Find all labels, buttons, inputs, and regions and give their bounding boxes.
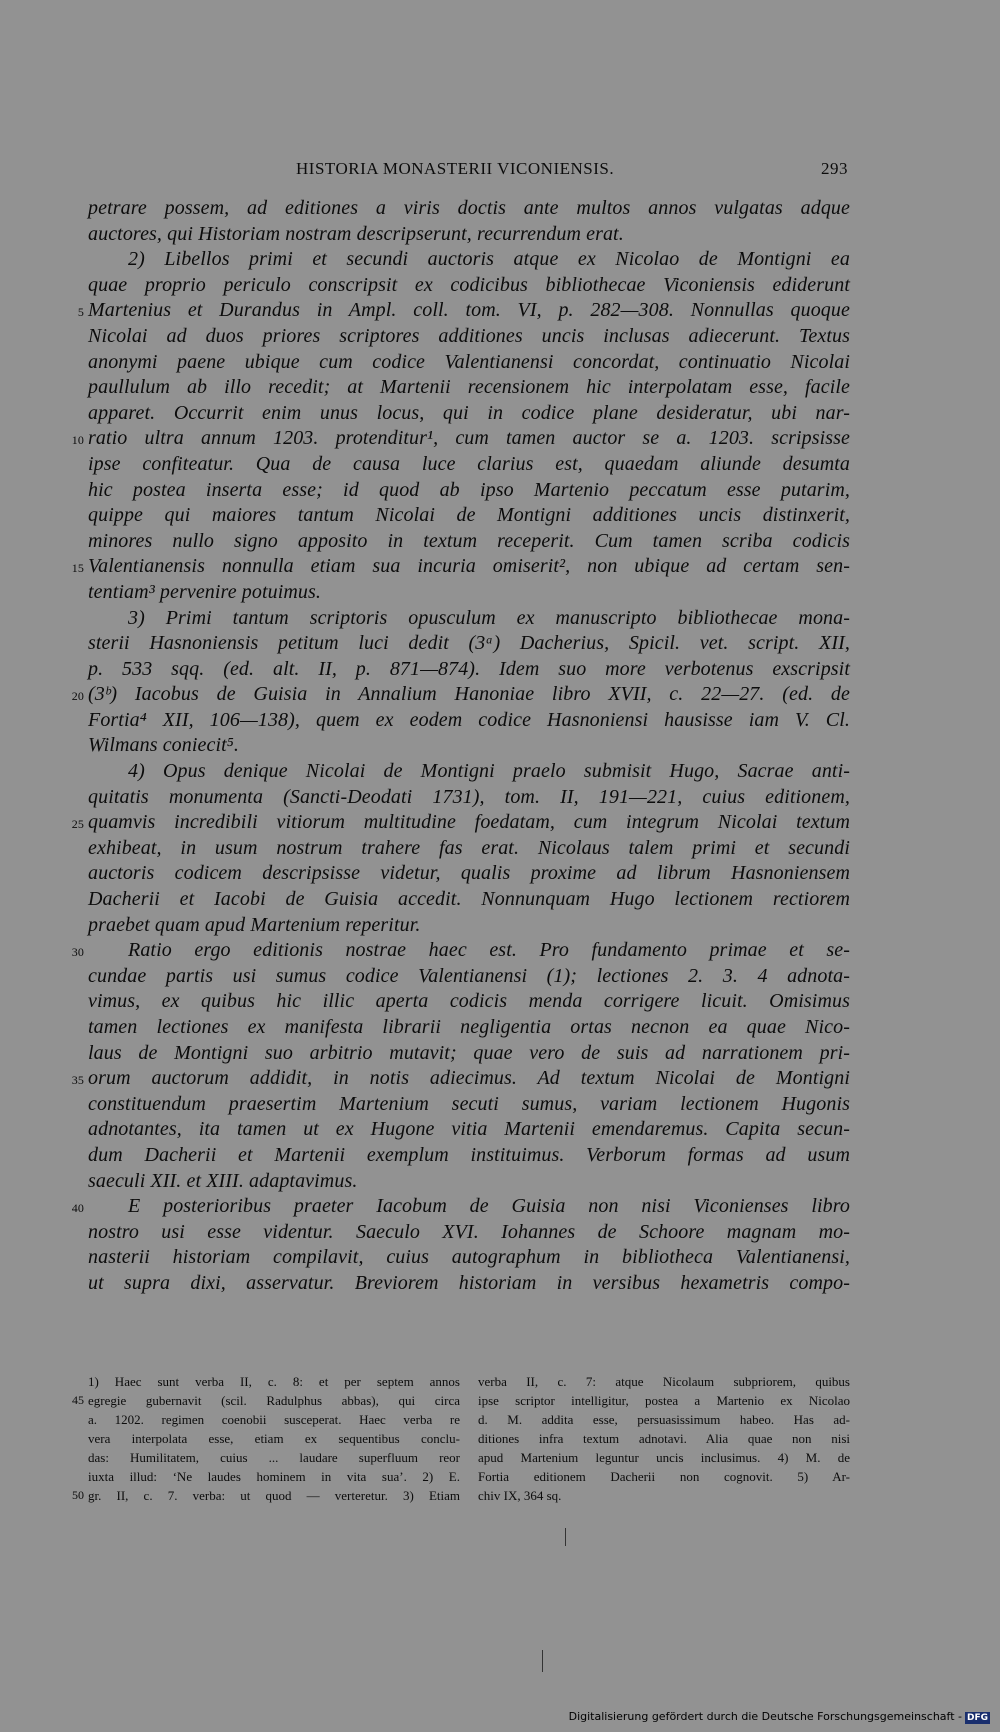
text-line xyxy=(88,606,850,632)
running-title: HISTORIA MONASTERII VICONIENSIS. xyxy=(296,159,615,178)
dfg-logo: DFG xyxy=(966,1713,988,1723)
line-text: praebet quam apud Martenium reperitur. xyxy=(88,913,421,936)
line-number: 10 xyxy=(71,433,84,448)
footnote-line xyxy=(478,1486,850,1505)
text-line xyxy=(88,887,850,913)
line-text: d. M. addita esse, persuasissimum habeo. Has ad- xyxy=(478,1412,850,1427)
line-text: 3) Primi tantum scriptoris opusculum ex manuscripto bibliothecae mona- xyxy=(128,606,850,629)
credit-text: Digitalisierung gefördert durch die Deutsche Forschungsgemeinschaft - xyxy=(568,1710,962,1723)
line-text: a. 1202. regimen coenobii susceperat. Haec verba re xyxy=(88,1412,460,1427)
line-text: minores nullo signo apposito in textum receperit. Cum tamen scriba codicis xyxy=(88,529,850,552)
line-text: exhibeat, in usum nostrum trahere fas erat. Nicolaus talem primi et secundi xyxy=(88,836,850,859)
line-text: saeculi XII. et XIII. adaptavimus. xyxy=(88,1169,358,1192)
line-text: das: Humilitatem, cuius ... laudare superfluum reor xyxy=(88,1450,460,1465)
footnote-line xyxy=(88,1429,460,1448)
line-text: iuxta illud: ‘Ne laudes hominem in vita sua’. 2) E. xyxy=(88,1469,460,1484)
line-text: auctores, qui Historiam nostram descripserunt, recurrendum erat. xyxy=(88,222,624,245)
text-line xyxy=(88,350,850,376)
text-line xyxy=(88,324,850,350)
line-text: quitatis monumenta (Sancti-Deodati 1731), tom. II, 191—221, cuius editionem, xyxy=(88,785,850,808)
line-number: 50 xyxy=(72,1488,84,1502)
line-text: 4) Opus denique Nicolai de Montigni praelo submisit Hugo, Sacrae anti- xyxy=(128,760,850,783)
line-text: ut supra dixi, asservatur. Breviorem historiam in versibus hexametris compo- xyxy=(88,1271,850,1294)
line-text: quippe qui maiores tantum Nicolai de Montigni additiones uncis distinxerit, xyxy=(88,504,850,527)
footnote-line xyxy=(478,1429,850,1448)
footnote-line xyxy=(478,1410,850,1429)
line-text: Fortia editionem Dacherii non cognovit. 5) Ar- xyxy=(478,1469,850,1484)
line-number: 5 xyxy=(77,305,84,320)
line-text: vera interpolata esse, etiam ex sequentibus conclu- xyxy=(88,1431,460,1446)
text-line xyxy=(71,554,850,580)
line-text: 2) Libellos primi et secundi auctoris atque ex Nicolao de Montigni ea xyxy=(128,248,850,271)
line-text: E posterioribus praeter Iacobum de Guisia non nisi Viconienses libro xyxy=(128,1195,850,1218)
text-line xyxy=(88,222,850,248)
text-line xyxy=(88,1092,850,1118)
line-text: ipse confiteatur. Qua de causa luce clarius est, quaedam aliunde desumta xyxy=(88,452,850,475)
line-text: adnotantes, ita tamen ut ex Hugone vitia Martenii emendaremus. Capita secun- xyxy=(88,1118,850,1141)
line-text: paullulum ab illo recedit; at Martenii recensionem hic interpolatam esse, facile xyxy=(88,376,850,399)
text-line xyxy=(71,810,850,836)
line-text: auctoris codicem descripsisse videtur, qualis proxime ad librum Hasnoniensem xyxy=(88,862,850,885)
footnotes-right-column xyxy=(478,1372,850,1505)
line-text: (3ᵇ) Iacobus de Guisia in Annalium Hanoniae libro XVII, c. 22—27. (ed. de xyxy=(88,683,850,706)
text-line xyxy=(88,273,850,299)
line-text: anonymi paene ubique cum codice Valentianensi concordat, continuatio Nicolai xyxy=(88,350,850,373)
text-line xyxy=(88,836,850,862)
line-text: sterii Hasnoniensis petitum luci dedit (3ᵃ) Dacherius, Spicil. vet. script. XII, xyxy=(88,632,850,655)
line-text: tentiam³ pervenire potuimus. xyxy=(88,580,322,603)
text-line xyxy=(71,426,850,452)
text-line xyxy=(88,1220,850,1246)
line-text: dum Dacherii et Martenii exemplum instituimus. Verborum formas ad usum xyxy=(88,1143,850,1166)
text-line xyxy=(88,1169,850,1195)
line-number: 30 xyxy=(71,945,84,960)
line-text: Valentianensis nonnulla etiam sua incuria omiserit², non ubique ad certam sen- xyxy=(88,555,850,578)
text-line xyxy=(88,503,850,529)
text-line xyxy=(88,861,850,887)
line-text: egregie gubernavit (scil. Radulphus abbas), qui circa xyxy=(88,1393,460,1408)
text-line xyxy=(88,913,850,939)
text-line xyxy=(88,375,850,401)
line-text: apparet. Occurrit enim unus locus, qui in codice plane desideratur, ubi nar- xyxy=(88,401,850,424)
line-text: tamen lectiones ex manifesta librarii negligentia ortas necnon ea quae Nico- xyxy=(88,1016,850,1038)
margin-mark xyxy=(542,1650,543,1672)
digitization-credit xyxy=(569,1710,990,1724)
main-text xyxy=(71,196,850,1297)
line-text: ditiones infra textum adnotavi. Alia quae non nisi xyxy=(478,1431,850,1446)
text-line xyxy=(71,1066,850,1092)
line-text: vimus, ex quibus hic illic aperta codicis menda corrigere licuit. Omisimus xyxy=(88,990,850,1013)
footnote-line xyxy=(478,1448,850,1467)
footnote-line xyxy=(478,1391,850,1410)
line-text: petrare possem, ad editiones a viris doctis ante multos annos vulgatas adque xyxy=(88,197,850,219)
text-line xyxy=(88,964,850,990)
text-line xyxy=(77,298,850,324)
line-text: constituendum praesertim Martenium secuti sumus, variam lectionem Hugonis xyxy=(88,1092,850,1115)
line-text: orum auctorum addidit, in notis adiecimus. Ad textum Nicolai de Montigni xyxy=(88,1067,850,1090)
text-line xyxy=(88,478,850,504)
line-number: 45 xyxy=(72,1393,84,1407)
text-line xyxy=(71,1194,850,1220)
line-text: Dacherii et Iacobi de Guisia accedit. Nonnunquam Hugo lectionem rectiorem xyxy=(88,888,850,911)
line-number: 25 xyxy=(71,817,84,832)
line-text: quae proprio periculo conscripsit ex codicibus bibliothecae Viconiensis ediderunt xyxy=(88,273,850,296)
line-text: Nicolai ad duos priores scriptores additiones uncis inclusas adiecerunt. Textus xyxy=(88,324,850,347)
text-line xyxy=(88,452,850,478)
line-text: chiv IX, 364 sq. xyxy=(478,1488,562,1503)
line-number: 15 xyxy=(71,561,84,576)
line-text: gr. II, c. 7. verba: ut quod — verteretur. 3) Etiam xyxy=(88,1488,460,1503)
text-line xyxy=(88,529,850,555)
line-text: hic postea inserta esse; id quod ab ipso Martenio peccatum esse putarim, xyxy=(88,478,850,501)
footnote-line xyxy=(88,1467,460,1486)
line-text: cundae partis usi sumus codice Valentianensi (1); lectiones 2. 3. 4 adnota- xyxy=(88,964,850,987)
text-line xyxy=(88,733,850,759)
footnote-line xyxy=(478,1467,850,1486)
text-line xyxy=(88,708,850,734)
text-line xyxy=(71,938,850,964)
line-text: Martenius et Durandus in Ampl. coll. tom. VI, p. 282—308. Nonnullas quoque xyxy=(88,299,850,322)
running-header xyxy=(88,155,848,185)
line-text: Fortia⁴ XII, 106—138), quem ex eodem codice Hasnoniensi hausisse iam V. Cl. xyxy=(88,708,850,731)
line-text: laus de Montigni suo arbitrio mutavit; quae vero de suis ad narrationem pri- xyxy=(88,1041,850,1064)
text-line xyxy=(88,401,850,427)
footnote-line xyxy=(72,1486,460,1505)
text-line xyxy=(88,785,850,811)
line-text: verba II, c. 7: atque Nicolaum subpriorem, quibus xyxy=(478,1374,850,1389)
line-text: ipse scriptor intelligitur, postea a Martenio ex Nicolao xyxy=(478,1393,850,1408)
line-text: p. 533 sqq. (ed. alt. II, p. 871—874). Idem suo more verbotenus exscripsit xyxy=(88,657,850,680)
line-text: quamvis incredibili vitiorum multitudine foedatam, cum integrum Nicolai textum xyxy=(88,811,850,834)
text-line xyxy=(88,1143,850,1169)
text-line xyxy=(88,580,850,606)
footnote-line xyxy=(88,1410,460,1429)
text-line xyxy=(88,1245,850,1271)
text-line xyxy=(88,657,850,683)
line-text: nostro usi esse videntur. Saeculo XVI. Iohannes de Schoore magnam mo- xyxy=(88,1220,850,1243)
page-number: 293 xyxy=(821,159,848,178)
text-line xyxy=(71,682,850,708)
text-line xyxy=(88,989,850,1015)
text-line xyxy=(88,1117,850,1143)
line-number: 20 xyxy=(71,689,84,704)
line-text: Wilmans coniecit⁵. xyxy=(88,734,239,757)
footnote-line xyxy=(88,1448,460,1467)
line-text: apud Martenium leguntur uncis inclusimus. 4) M. de xyxy=(478,1450,850,1465)
line-number: 40 xyxy=(71,1201,84,1216)
footnote-line xyxy=(88,1372,460,1391)
text-line xyxy=(88,196,850,222)
footnote-line xyxy=(72,1391,460,1410)
line-text: ratio ultra annum 1203. protenditur¹, cum tamen auctor se a. 1203. scripsisse xyxy=(88,427,850,450)
margin-mark xyxy=(565,1528,566,1546)
footnotes-left-column xyxy=(72,1372,460,1505)
line-text: Ratio ergo editionis nostrae haec est. Pro fundamento primae et se- xyxy=(128,939,850,962)
text-line xyxy=(88,1041,850,1067)
line-number: 35 xyxy=(71,1073,84,1088)
text-line xyxy=(88,247,850,273)
text-line xyxy=(88,1015,850,1041)
text-line xyxy=(88,631,850,657)
line-text: 1) Haec sunt verba II, c. 8: et per septem annos xyxy=(88,1374,460,1389)
line-text: nasterii historiam compilavit, cuius autographum in bibliotheca Valentianensi, xyxy=(88,1246,850,1269)
footnote-line xyxy=(478,1372,850,1391)
text-line xyxy=(88,1271,850,1297)
text-line xyxy=(88,759,850,785)
